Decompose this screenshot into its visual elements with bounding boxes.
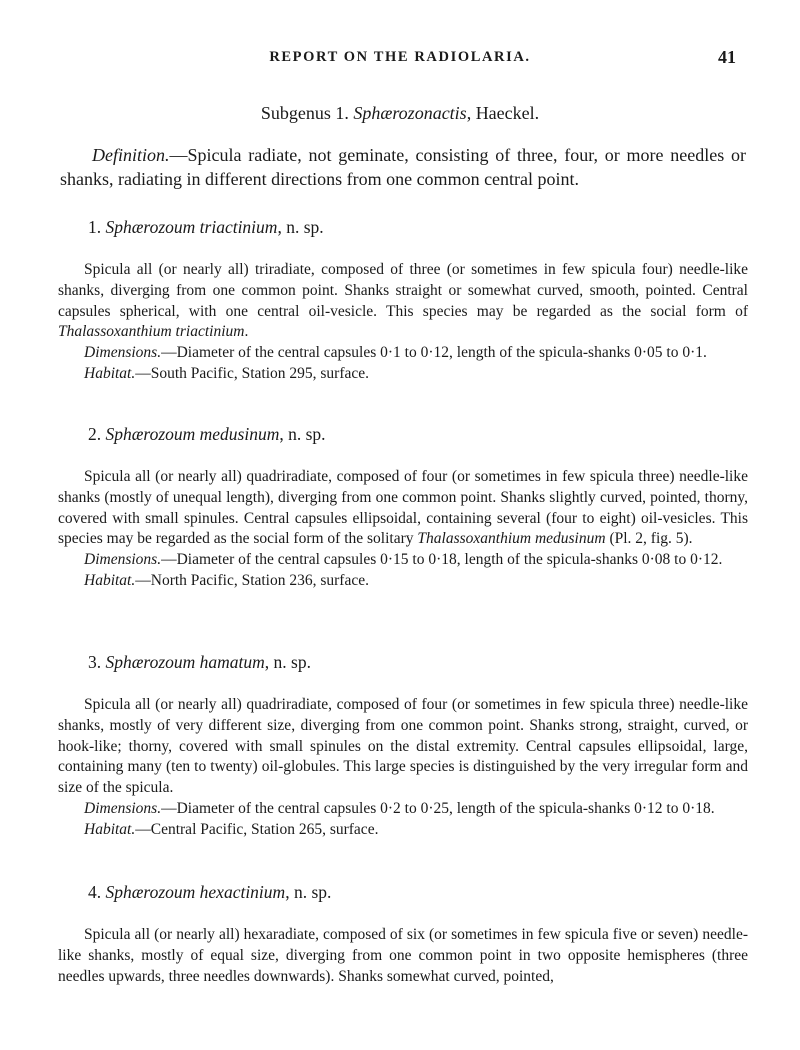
definition-text: —Spicula radiate, not geminate, consisting of three, four, or more needles or shanks, radiating in different directions from one common central point. bbox=[60, 145, 746, 189]
subgenus-author: , Haeckel. bbox=[466, 103, 540, 123]
definition-paragraph bbox=[60, 143, 746, 191]
species-dimensions bbox=[58, 799, 748, 820]
definition-label: Definition. bbox=[92, 145, 170, 165]
species-title bbox=[88, 882, 748, 904]
species-name: Sphærozoum triactinium bbox=[105, 217, 278, 237]
description-reference: Thalassoxanthium triactinium bbox=[58, 323, 245, 341]
species-entry bbox=[58, 882, 748, 987]
species-name: Sphærozoum hexactinium bbox=[105, 882, 286, 902]
species-description bbox=[58, 467, 748, 550]
species-number: 2. bbox=[88, 424, 102, 444]
habitat-text: —Central Pacific, Station 265, surface. bbox=[135, 820, 379, 838]
species-number: 4. bbox=[88, 882, 102, 902]
description-text: Spicula all (or nearly all) quadriradiate, composed of four (or sometimes in few spicula three) needle-like shanks, mostly of very different size, diverging from one common point. Shanks strong, straight, curved, or hook-like; thorny, covered with small spinules on the distal extremity. Central capsules ellipsoidal, large, containing many (ten to twenty) oil-globules. This large species is distinguished by the very irregular form and size of the spicula. bbox=[58, 696, 748, 797]
habitat-label: Habitat. bbox=[84, 820, 136, 838]
species-dimensions bbox=[58, 343, 748, 364]
dimensions-text: —Diameter of the central capsules 0·2 to 0·25, length of the spicula-shanks 0·12 to 0·18. bbox=[161, 799, 715, 817]
habitat-text: —South Pacific, Station 295, surface. bbox=[135, 364, 369, 382]
species-entry bbox=[58, 652, 748, 841]
subgenus-prefix: Subgenus 1. bbox=[260, 103, 349, 123]
habitat-text: —North Pacific, Station 236, surface. bbox=[135, 571, 369, 589]
description-end: (Pl. 2, fig. 5). bbox=[605, 530, 693, 548]
species-suffix: , n. sp. bbox=[277, 217, 324, 237]
species-habitat bbox=[58, 571, 748, 592]
description-text: Spicula all (or nearly all) hexaradiate, composed of six (or sometimes in few spicula five or seven) needle-like shanks, mostly of equal size, diverging from one common point in two opposite hemispheres (three needles upwards, three needles downwards). Shanks somewhat curved, pointed, bbox=[58, 926, 748, 985]
species-habitat bbox=[58, 820, 748, 841]
species-entry bbox=[58, 217, 748, 385]
species-number: 1. bbox=[88, 217, 102, 237]
description-text: Spicula all (or nearly all) quadriradiate, composed of four (or sometimes in few spicula three) needle-like shanks (mostly of unequal length), diverging from one common point. Shanks slightly curved, pointed, thorny, covered with small spinules. Central capsules ellipsoidal, containing several (four to eight) oil-vesicles. This species may be regarded as the social form of the solitary bbox=[58, 468, 748, 548]
species-suffix: , n. sp. bbox=[285, 882, 332, 902]
species-number: 3. bbox=[88, 652, 102, 672]
habitat-label: Habitat. bbox=[84, 571, 136, 589]
species-name: Sphærozoum hamatum bbox=[105, 652, 265, 672]
species-entry bbox=[58, 424, 748, 592]
header-title: REPORT ON THE RADIOLARIA. bbox=[269, 49, 531, 65]
dimensions-label: Dimensions. bbox=[84, 799, 162, 817]
species-description bbox=[58, 925, 748, 987]
dimensions-text: —Diameter of the central capsules 0·1 to 0·12, length of the spicula-shanks 0·05 to 0·1. bbox=[161, 344, 707, 362]
subgenus-heading bbox=[0, 103, 800, 124]
species-habitat bbox=[58, 364, 748, 385]
description-text: Spicula all (or nearly all) triradiate, composed of three (or sometimes in few spicula four) needle-like shanks, diverging from one common point. Shanks straight or somewhat curved, smooth, pointed. Central capsules spherical, with one central oil-vesicle. This species may be regarded as the social form of bbox=[58, 261, 748, 320]
description-end: . bbox=[244, 323, 249, 341]
dimensions-label: Dimensions. bbox=[84, 551, 162, 569]
dimensions-text: —Diameter of the central capsules 0·15 to 0·18, length of the spicula-shanks 0·08 to 0·12. bbox=[161, 551, 723, 569]
subgenus-name: Sphærozonactis bbox=[353, 103, 467, 123]
species-suffix: , n. sp. bbox=[264, 652, 311, 672]
species-name: Sphærozoum medusinum bbox=[105, 424, 280, 444]
running-header bbox=[0, 47, 800, 71]
dimensions-label: Dimensions. bbox=[84, 344, 162, 362]
species-suffix: , n. sp. bbox=[279, 424, 326, 444]
species-title bbox=[88, 217, 748, 239]
species-dimensions bbox=[58, 550, 748, 571]
species-description bbox=[58, 695, 748, 799]
species-title bbox=[88, 652, 748, 674]
species-title bbox=[88, 424, 748, 446]
species-description bbox=[58, 260, 748, 343]
habitat-label: Habitat. bbox=[84, 364, 136, 382]
description-reference: Thalassoxanthium medusinum bbox=[417, 530, 606, 548]
page-number: 41 bbox=[718, 47, 736, 67]
